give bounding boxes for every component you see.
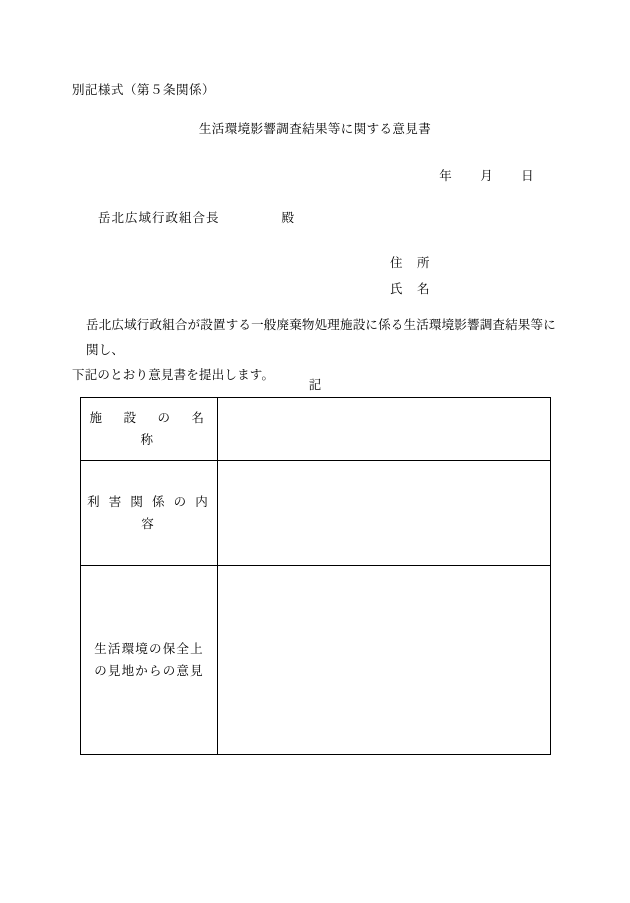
environmental-opinion-label	[81, 566, 218, 755]
opinion-form-table	[80, 397, 551, 755]
sender-name-label: 氏 名	[390, 282, 431, 296]
addressee-honorific: 殿	[281, 211, 296, 225]
table-row	[81, 398, 551, 461]
date-month-label: 月	[480, 169, 494, 183]
sender-address-label: 住 所	[390, 256, 431, 270]
date-day-label: 日	[521, 169, 534, 183]
table-row	[81, 461, 551, 566]
date-line	[0, 166, 558, 184]
sender-block	[390, 250, 436, 302]
interest-content-label	[81, 461, 218, 566]
sender-address-row	[390, 250, 436, 276]
table-row	[81, 566, 551, 755]
ki-mark: 記	[308, 378, 322, 392]
addressee-name: 岳北広域行政組合長	[98, 211, 220, 225]
interest-content-label-text: 利 害 関 係 の 内 容	[87, 495, 211, 531]
body-text-line-1: 岳北広域行政組合が設置する一般廃棄物処理施設に係る生活環境影響調査結果等に関し、	[86, 318, 556, 357]
sender-name-row	[390, 276, 436, 302]
form-number-label: 別記様式（第５条関係）	[72, 83, 216, 97]
facility-name-label-text: 施 設 の 名 称	[89, 411, 226, 447]
date-year-label: 年	[439, 169, 453, 183]
environmental-opinion-label-line-1: 生活環境の保全上	[94, 642, 204, 656]
body-text-line-2: 下記のとおり意見書を提出します。	[72, 368, 275, 382]
facility-name-value[interactable]	[218, 398, 551, 461]
interest-content-value[interactable]	[218, 461, 551, 566]
environmental-opinion-value[interactable]	[218, 566, 551, 755]
facility-name-label	[81, 398, 226, 461]
document-title: 生活環境影響調査結果等に関する意見書	[198, 122, 432, 136]
environmental-opinion-label-line-2: の見地からの意見	[94, 664, 204, 678]
addressee	[98, 208, 295, 226]
